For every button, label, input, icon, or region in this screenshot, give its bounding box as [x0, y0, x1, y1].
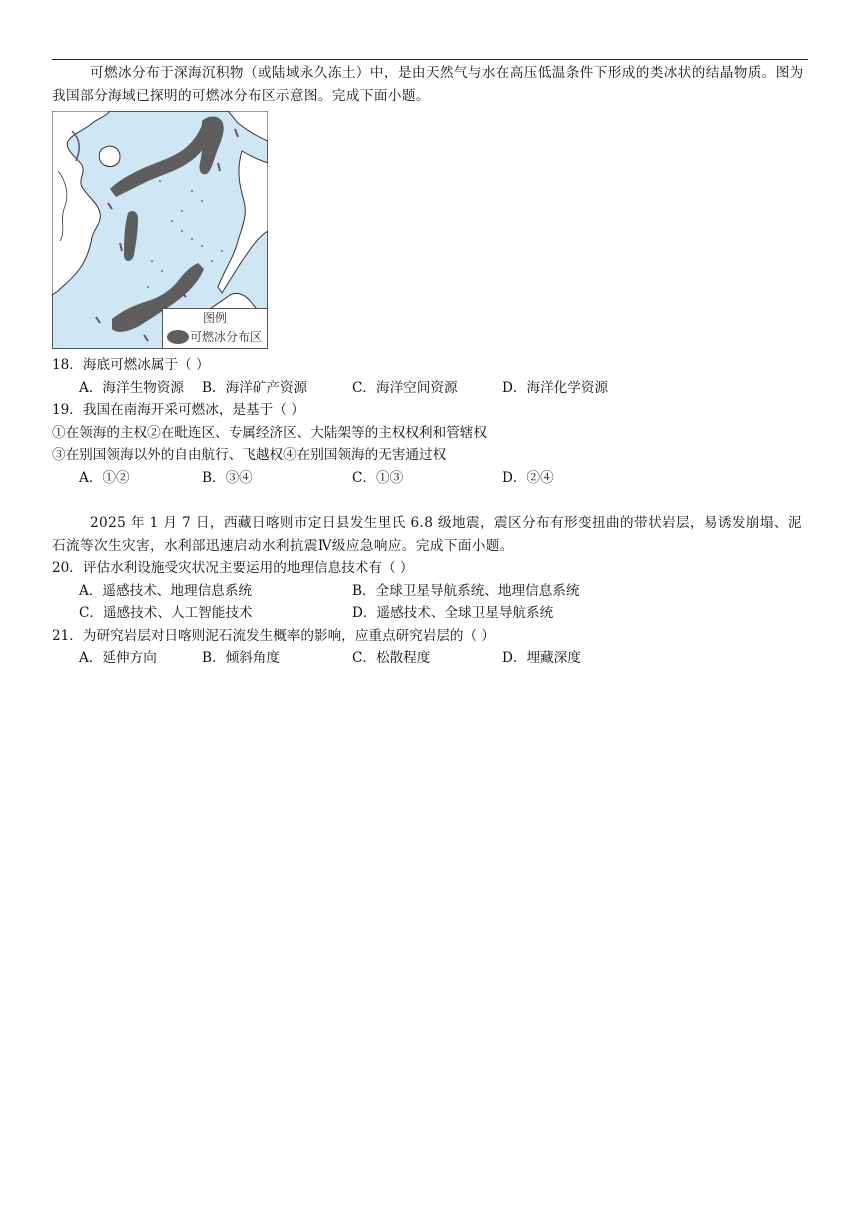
legend-swatch [167, 330, 189, 344]
q18-option-d[interactable]: D．海洋化学资源 [502, 380, 609, 396]
q19-option-c[interactable]: C．①③ [352, 470, 404, 486]
q19-option-b[interactable]: B．③④ [202, 470, 253, 486]
q21-option-b[interactable]: B．倾斜角度 [202, 650, 280, 666]
map-legend [162, 308, 268, 349]
q19-statement-2: ③在别国领海以外的自由航行、飞越权④在别国领海的无害通过权 [52, 447, 447, 463]
intro-paragraph-1 [52, 62, 808, 108]
q18-option-a[interactable]: A．海洋生物资源 [79, 380, 184, 396]
intro-text-1: 可燃冰分布于深海沉积物（或陆域永久冻土）中，是由天然气与水在高压低温条件下形成的类冰状的结晶物质。图为我国部分海域已探明的可燃冰分布区示意图。完成下面小题。 [52, 65, 804, 104]
q18-option-b[interactable]: B．海洋矿产资源 [202, 380, 308, 396]
intro-paragraph-2 [52, 512, 808, 558]
question-18-stem: 18．海底可燃冰属于（ ） [52, 357, 210, 373]
q18-option-c[interactable]: C．海洋空间资源 [352, 380, 458, 396]
q20-option-d[interactable]: D．遥感技术、全球卫星导航系统 [352, 605, 554, 621]
q21-option-a[interactable]: A．延伸方向 [79, 650, 157, 666]
q19-option-a[interactable]: A．①② [79, 470, 130, 486]
q21-option-c[interactable]: C．松散程度 [352, 650, 431, 666]
q20-option-b[interactable]: B．全球卫星导航系统、地理信息系统 [352, 583, 580, 599]
top-rule [52, 59, 808, 60]
intro-text-2: 2025 年 1 月 7 日，西藏日喀则市定日县发生里氏 6.8 级地震，震区分布有形变扭曲的带状岩层，易诱发崩塌、泥石流等次生灾害，水利部迅速启动水利抗震Ⅳ级应急响应。完成下面小题。 [52, 515, 802, 554]
q19-statement-1: ①在领海的主权②在毗连区、专属经济区、大陆架等的主权权利和管辖权 [52, 425, 487, 441]
question-19-stem: 19．我国在南海开采可燃冰，是基于（ ） [52, 402, 305, 418]
q19-option-d[interactable]: D．②④ [502, 470, 554, 486]
legend-label: 可燃冰分布区 [190, 330, 263, 344]
question-20-stem: 20．评估水利设施受灾状况主要运用的地理信息技术有（ ） [52, 560, 414, 576]
gas-hydrate-map [52, 111, 268, 349]
hainan-island [99, 146, 120, 166]
question-21-stem: 21．为研究岩层对日喀则泥石流发生概率的影响，应重点研究岩层的（ ） [52, 628, 496, 644]
legend-title: 图例 [202, 311, 227, 325]
q20-option-a[interactable]: A．遥感技术、地理信息系统 [79, 583, 252, 599]
q20-option-c[interactable]: C．遥感技术、人工智能技术 [79, 605, 253, 621]
q21-option-d[interactable]: D．埋藏深度 [502, 650, 581, 666]
